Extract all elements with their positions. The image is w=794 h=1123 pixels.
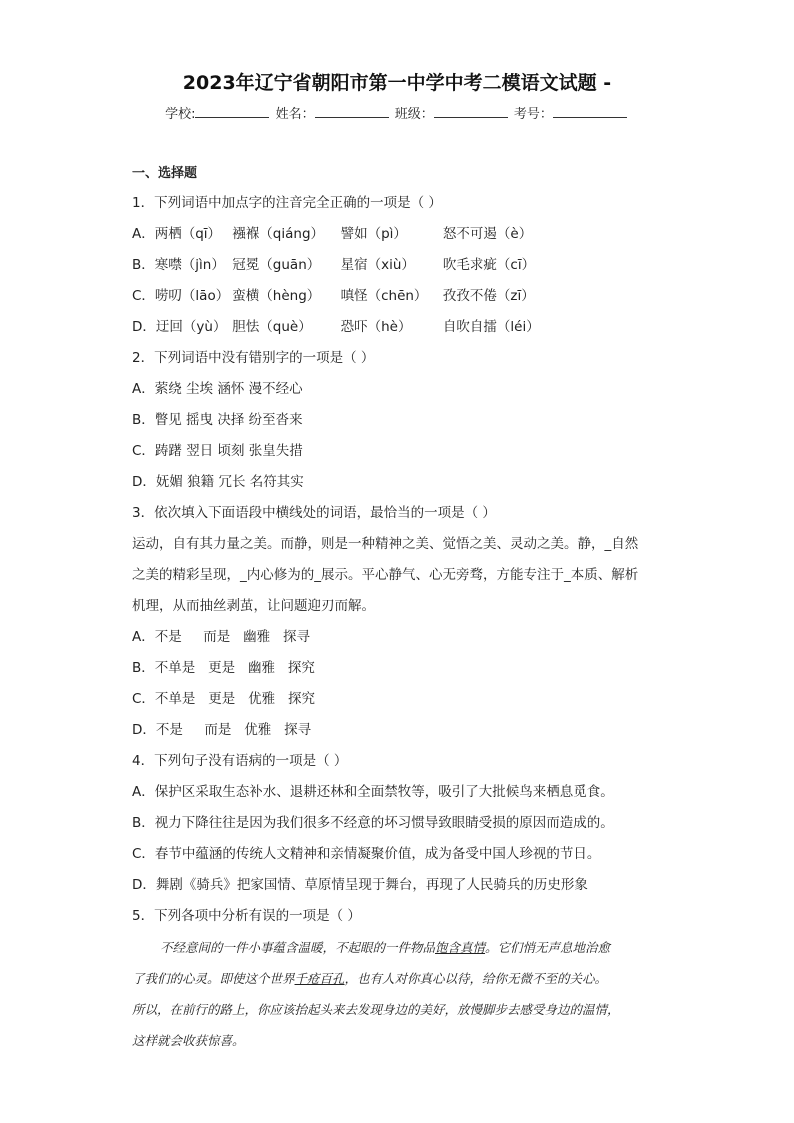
question-3-passage-line: 机理，从而抽丝剥茧，让问题迎刃而解。 bbox=[132, 598, 375, 614]
passage-line bbox=[132, 932, 672, 963]
exam-number-blank[interactable] bbox=[553, 105, 627, 118]
question-3-option-d[interactable]: D．不是 而是 优雅 探寻 bbox=[132, 722, 312, 738]
question-1-stem: 1．下列词语中加点字的注音完全正确的一项是（ ） bbox=[132, 195, 442, 211]
question-2-option-c[interactable]: C．踌躇 翌日 顷刻 张皇失措 bbox=[132, 443, 303, 459]
exam-number-label: 考号： bbox=[513, 107, 553, 122]
class-label: 班级： bbox=[394, 107, 434, 122]
option-word: 自吹自擂（léi） bbox=[442, 319, 540, 335]
passage-text: 了我们的心灵。即使这个世界 bbox=[132, 971, 295, 986]
option-word: 星宿（xiù） bbox=[340, 257, 415, 273]
name-label: 姓名： bbox=[275, 107, 315, 122]
option-word: 譬如（pì） bbox=[340, 226, 407, 242]
exam-body bbox=[132, 160, 672, 1056]
question-3-passage-line: 运动，自有其力量之美。而静，则是一种精神之美、觉悟之美、灵动之美。静，_自然 bbox=[132, 536, 639, 552]
passage-line bbox=[132, 963, 672, 994]
question-1-option-b[interactable] bbox=[132, 250, 672, 281]
student-info-row bbox=[0, 103, 794, 122]
passage-line: 这样就会收获惊喜。 bbox=[132, 1033, 245, 1048]
passage-text: 不经意间的一件小事蕴含温暖，不起眼的一件物品 bbox=[160, 940, 436, 955]
question-2-option-a[interactable]: A．萦绕 尘埃 涵怀 漫不经心 bbox=[132, 381, 303, 397]
question-3-stem: 3．依次填入下面语段中横线处的词语，最恰当的一项是（ ） bbox=[132, 505, 496, 521]
underlined-phrase: 千疮百孔 bbox=[294, 971, 345, 986]
passage-line: 所以，在前行的路上，你应该抬起头来去发现身边的美好，放慢脚步去感受身边的温情， bbox=[132, 1002, 620, 1017]
question-4-option-a[interactable]: A．保护区采取生态补水、退耕还林和全面禁牧等，吸引了大批候鸟来栖息觅食。 bbox=[132, 784, 614, 800]
question-2-option-b[interactable]: B．瞥见 摇曳 决择 纷至沓来 bbox=[132, 412, 303, 428]
exam-title: 2023年辽宁省朝阳市第一中学中考二模语文试题 - bbox=[182, 72, 612, 94]
name-blank[interactable] bbox=[315, 105, 389, 118]
question-4-option-c[interactable]: C．春节中蕴涵的传统人文精神和亲情凝聚价值，成为备受中国人珍视的节日。 bbox=[132, 846, 601, 862]
question-1-option-a[interactable] bbox=[132, 219, 672, 250]
option-word: 胆怯（què） bbox=[232, 319, 312, 335]
option-word: B．寒噤（jìn） bbox=[132, 257, 225, 273]
underlined-phrase: 饱含真情 bbox=[435, 940, 486, 955]
question-5-stem: 5．下列各项中分析有误的一项是（ ） bbox=[132, 908, 361, 924]
school-label: 学校: bbox=[165, 107, 196, 122]
option-word: A．两栖（qī） bbox=[132, 226, 222, 242]
option-word: 蛮横（hèng） bbox=[232, 288, 321, 304]
option-word: D．迂回（yù） bbox=[132, 319, 227, 335]
option-word: 襁褓（qiáng） bbox=[232, 226, 325, 242]
passage-text: 。它们悄无声息地治愈 bbox=[485, 940, 611, 955]
question-2-stem: 2．下列词语中没有错别字的一项是（ ） bbox=[132, 350, 375, 366]
question-4-stem: 4．下列句子没有语病的一项是（ ） bbox=[132, 753, 348, 769]
question-3-option-c[interactable]: C．不单是 更是 优雅 探究 bbox=[132, 691, 316, 707]
question-3-option-a[interactable]: A．不是 而是 幽雅 探寻 bbox=[132, 629, 310, 645]
class-blank[interactable] bbox=[434, 105, 508, 118]
section-heading: 一、选择题 bbox=[132, 166, 198, 181]
question-4-option-b[interactable]: B．视力下降往往是因为我们很多不经意的坏习惯导致眼睛受损的原因而造成的。 bbox=[132, 815, 614, 831]
option-word: 恐吓（hè） bbox=[340, 319, 412, 335]
question-3-passage-line: 之美的精彩呈现，_内心修为的_展示。平心静气、心无旁骛，方能专注于_本质、解析 bbox=[132, 567, 639, 583]
question-1-option-c[interactable] bbox=[132, 281, 672, 312]
option-word: 怒不可遏（è） bbox=[442, 226, 533, 242]
passage-text: ，也有人对你真心以待，给你无微不至的关心。 bbox=[344, 971, 608, 986]
option-word: 孜孜不倦（zī） bbox=[442, 288, 535, 304]
question-1-option-d[interactable] bbox=[132, 312, 672, 343]
school-blank[interactable] bbox=[195, 105, 269, 118]
question-2-option-d[interactable]: D．妩媚 狼籍 冗长 名符其实 bbox=[132, 474, 304, 490]
option-word: 吹毛求疵（cī） bbox=[442, 257, 536, 273]
question-3-option-b[interactable]: B．不单是 更是 幽雅 探究 bbox=[132, 660, 315, 676]
option-word: 嗔怪（chēn） bbox=[340, 288, 428, 304]
option-word: 冠冕（guān） bbox=[232, 257, 321, 273]
question-4-option-d[interactable]: D．舞剧《骑兵》把家国情、草原情呈现于舞台，再现了人民骑兵的历史形象 bbox=[132, 877, 588, 893]
question-5-passage bbox=[132, 932, 672, 1056]
option-word: C．唠叨（lāo） bbox=[132, 288, 230, 304]
